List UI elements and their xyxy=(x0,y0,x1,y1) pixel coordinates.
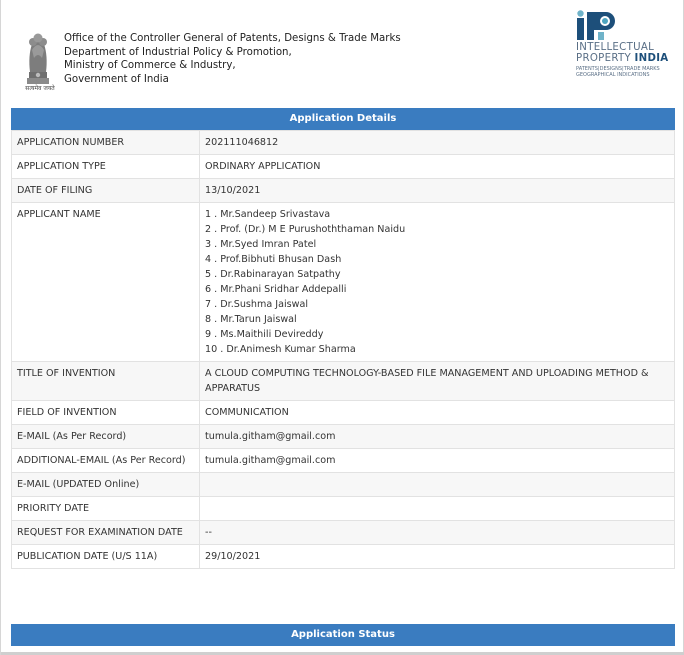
row-label: PRIORITY DATE xyxy=(12,497,200,521)
table-row xyxy=(12,425,675,449)
application-details-table xyxy=(11,130,675,569)
table-row xyxy=(12,179,675,203)
table-row xyxy=(12,521,675,545)
ipi-logo-tagline xyxy=(576,66,660,78)
ip-india-mark-icon xyxy=(576,10,620,42)
row-value xyxy=(200,473,675,497)
row-label: DATE OF FILING xyxy=(12,179,200,203)
national-emblem-icon xyxy=(17,26,59,92)
table-row xyxy=(12,449,675,473)
row-label: APPLICATION NUMBER xyxy=(12,131,200,155)
table-row xyxy=(12,155,675,179)
table-row xyxy=(12,131,675,155)
applicant-list xyxy=(200,203,675,362)
row-value xyxy=(200,497,675,521)
emblem-motto: सत्यमेव जयते xyxy=(25,85,55,92)
table-row xyxy=(12,362,675,401)
row-value: ORDINARY APPLICATION xyxy=(200,155,675,179)
row-value: tumula.githam@gmail.com xyxy=(200,449,675,473)
applicant-name: 7 . Dr.Sushma Jaiswal xyxy=(205,299,309,310)
applicant-name: 6 . Mr.Phani Sridhar Addepalli xyxy=(205,284,347,295)
ipi-logo-tagline-1: PATENTS|DESIGNS|TRADE MARKS xyxy=(576,66,660,72)
row-label: TITLE OF INVENTION xyxy=(12,362,200,401)
ipi-logo-line2 xyxy=(576,53,669,64)
applicant-name: 3 . Mr.Syed Imran Patel xyxy=(205,239,317,250)
row-value: 29/10/2021 xyxy=(200,545,675,569)
row-value: A CLOUD COMPUTING TECHNOLOGY-BASED FILE MANAGEMENT AND UPLOADING METHOD & APPARATUS xyxy=(200,362,675,401)
applicant-name: 1 . Mr.Sandeep Srivastava xyxy=(205,209,331,220)
office-line: Office of the Controller General of Patents, Designs & Trade Marks xyxy=(64,33,401,44)
ipi-logo-india: INDIA xyxy=(634,53,669,64)
office-title-block xyxy=(64,32,401,86)
row-value: 13/10/2021 xyxy=(200,179,675,203)
row-label: APPLICATION TYPE xyxy=(12,155,200,179)
row-value: tumula.githam@gmail.com xyxy=(200,425,675,449)
applicant-name: 9 . Ms.Maithili Devireddy xyxy=(205,329,324,340)
row-label: APPLICANT NAME xyxy=(12,203,200,362)
row-label: REQUEST FOR EXAMINATION DATE xyxy=(12,521,200,545)
applicant-name: 5 . Dr.Rabinarayan Satpathy xyxy=(205,269,341,280)
table-row xyxy=(12,545,675,569)
table-row xyxy=(12,497,675,521)
table-row xyxy=(12,401,675,425)
ip-india-logo xyxy=(576,10,676,82)
applicant-name: 4 . Prof.Bibhuti Bhusan Dash xyxy=(205,254,342,265)
applicant-name: 8 . Mr.Tarun Jaiswal xyxy=(205,314,297,325)
row-value: COMMUNICATION xyxy=(200,401,675,425)
row-label: PUBLICATION DATE (U/S 11A) xyxy=(12,545,200,569)
table-row xyxy=(12,203,675,362)
row-label: ADDITIONAL-EMAIL (As Per Record) xyxy=(12,449,200,473)
application-status-header: Application Status xyxy=(11,624,675,646)
row-value: -- xyxy=(200,521,675,545)
page-header xyxy=(1,0,684,100)
office-line: Department of Industrial Policy & Promotion, xyxy=(64,46,292,58)
row-value: 202111046812 xyxy=(200,131,675,155)
applicant-name: 2 . Prof. (Dr.) M E Purushoththaman Naidu xyxy=(205,224,406,235)
row-label: E-MAIL (As Per Record) xyxy=(12,425,200,449)
application-details-header: Application Details xyxy=(11,108,675,130)
row-label: FIELD OF INVENTION xyxy=(12,401,200,425)
ipi-logo-tagline-2: GEOGRAPHICAL INDICATIONS xyxy=(576,72,650,78)
office-line: Ministry of Commerce & Industry, xyxy=(64,60,236,71)
row-label: E-MAIL (UPDATED Online) xyxy=(12,473,200,497)
applicant-name: 10 . Dr.Animesh Kumar Sharma xyxy=(205,344,356,355)
ipi-logo-property: PROPERTY xyxy=(576,53,635,64)
office-line: Government of India xyxy=(64,73,169,85)
table-row xyxy=(12,473,675,497)
ipi-logo-line1: INTELLECTUAL xyxy=(576,42,655,53)
